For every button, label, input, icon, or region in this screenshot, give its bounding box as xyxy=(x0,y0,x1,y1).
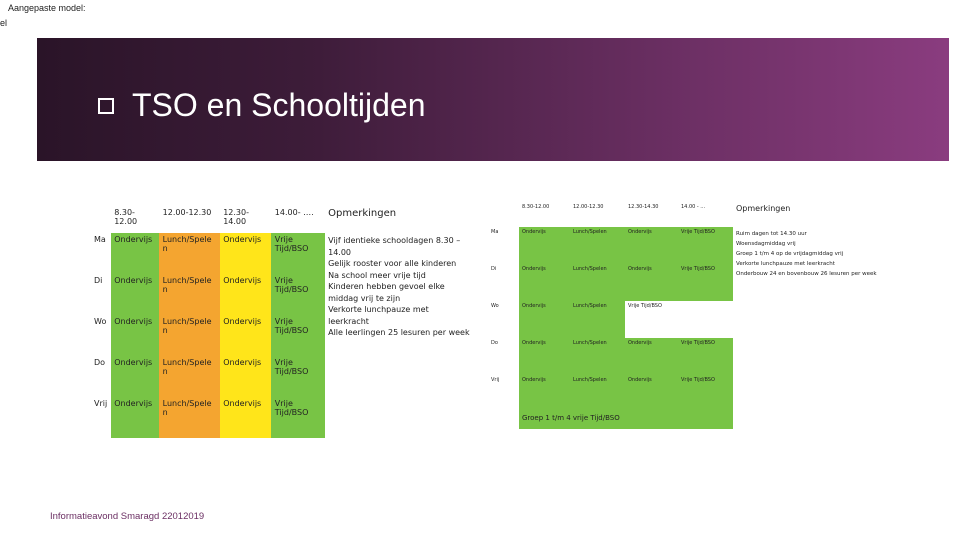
day-cell: Di xyxy=(491,266,497,272)
remark-line: Ruim dagen tot 14.30 uur xyxy=(736,231,807,237)
current-schedule-table xyxy=(90,205,476,438)
lunch-cell: Lunch/Spele n xyxy=(159,274,220,315)
lunch-cell: Lunch/Spele n xyxy=(159,233,220,274)
day-cell: Ma xyxy=(94,235,106,244)
afternoon-cell: Ondervijs xyxy=(625,264,678,301)
remark-line: Groep 1 t/m 4 op de vrijdagmiddag vrij xyxy=(736,251,844,257)
afternoon-cell: Ondervijs xyxy=(625,227,678,264)
header-cell: Opmerkingen xyxy=(736,204,791,213)
footer-text: Informatieavond Smaragd 22012019 xyxy=(50,511,205,522)
morning-cell: Ondervijs xyxy=(519,301,570,338)
free-time-cell: Vrije Tijd/BSO xyxy=(271,274,324,315)
lunch-cell: Lunch/Spelen xyxy=(570,264,625,301)
afternoon-cell: Ondervijs xyxy=(220,397,272,438)
lunch-cell: Lunch/Spelen xyxy=(570,338,625,375)
free-time-cell: Vrije Tijd/BSO xyxy=(678,264,733,301)
lunch-cell: Lunch/Spelen xyxy=(570,375,625,412)
morning-cell: Ondervijs xyxy=(111,315,159,356)
morning-cell: Ondervijs xyxy=(519,264,570,301)
day-cell: Vrij xyxy=(94,399,108,408)
morning-cell: Ondervijs xyxy=(111,397,159,438)
free-time-cell: Vrije Tijd/BSO xyxy=(628,303,662,309)
free-time-cell: Vrije Tijd/BSO xyxy=(271,315,324,356)
remark-line: Verkorte lunchpauze met leerkracht xyxy=(328,305,429,326)
free-time-cell: Vrije Tijd/BSO xyxy=(271,233,324,274)
morning-cell: Ondervijs xyxy=(519,338,570,375)
free-time-cell: Vrije Tijd/BSO xyxy=(271,356,324,397)
remark-line: Vijf identieke schooldagen 8.30 – 14.00 xyxy=(328,236,461,257)
header-cell: 12.00-12.30 xyxy=(573,204,604,210)
remark-line: Woensdagmiddag vrij xyxy=(736,241,796,247)
afternoon-cell: Ondervijs xyxy=(220,233,272,274)
lunch-cell: Lunch/Spele n xyxy=(159,315,220,356)
afternoon-cell: Ondervijs xyxy=(220,356,272,397)
new-schedule-table xyxy=(487,201,931,429)
empty-cell xyxy=(488,412,519,429)
lunch-cell: Lunch/Spelen xyxy=(570,301,625,338)
afternoon-cell: Ondervijs xyxy=(220,315,272,356)
day-cell: Vrij xyxy=(491,377,500,383)
lunch-cell: Lunch/Spele n xyxy=(159,356,220,397)
morning-cell: Ondervijs xyxy=(519,375,570,412)
free-time-cell: Vrije Tijd/BSO xyxy=(271,397,324,438)
morning-cell: Ondervijs xyxy=(111,356,159,397)
remark-line: Onderbouw 24 en bovenbouw 26 lesuren per week xyxy=(736,271,877,277)
morning-cell: Ondervijs xyxy=(111,274,159,315)
header-cell: Opmerkingen xyxy=(328,208,397,219)
remarks-cell xyxy=(325,233,476,438)
day-cell: Wo xyxy=(94,317,107,326)
morning-cell: Ondervijs xyxy=(519,227,570,264)
free-time-cell: Vrije Tijd/BSO xyxy=(678,338,733,375)
header-cell: 8.30-12.00 xyxy=(522,204,550,210)
lunch-cell: Lunch/Spele n xyxy=(159,397,220,438)
header-cell: 8.30-12.00 xyxy=(114,208,138,226)
layout-note: Aangepaste model: xyxy=(8,3,86,13)
header-cell xyxy=(488,202,519,227)
group-note-cell: Groep 1 t/m 4 vrije Tijd/BSO xyxy=(519,412,733,429)
remark-line: Gelijk rooster voor alle kinderen xyxy=(328,259,457,268)
header-cell: 12.00-12.30 xyxy=(162,208,212,217)
checkbox-bullet-icon xyxy=(98,98,114,114)
remark-line: Na school meer vrije tijd xyxy=(328,270,426,280)
remark-line: Kinderen hebben gevoel elke middag vrij te zijn xyxy=(328,282,445,303)
afternoon-cell: Ondervijs xyxy=(220,274,272,315)
header-cell xyxy=(91,206,111,233)
afternoon-cell: Ondervijs xyxy=(625,375,678,412)
header-cell: 14.00- …. xyxy=(274,208,314,217)
day-cell: Di xyxy=(94,276,103,285)
day-cell: Do xyxy=(94,358,106,367)
header-cell: 12.30-14.00 xyxy=(223,208,249,226)
lunch-cell: Lunch/Spelen xyxy=(570,227,625,264)
header-cell: 14.00 - … xyxy=(681,204,706,210)
day-cell: Do xyxy=(491,340,498,346)
table-header-row xyxy=(488,202,931,227)
morning-cell: Ondervijs xyxy=(111,233,159,274)
free-time-cell: Vrije Tijd/BSO xyxy=(678,375,733,412)
edge-text: el xyxy=(0,18,8,28)
table-header-row xyxy=(91,206,476,233)
day-cell: Wo xyxy=(491,303,499,309)
remark-line: Alle leerlingen 25 lesuren per week xyxy=(328,328,470,337)
table-row xyxy=(488,227,931,264)
header-cell: 12.30-14.30 xyxy=(628,204,659,210)
remark-line: Verkorte lunchpauze met leerkracht xyxy=(736,261,835,267)
table-row xyxy=(91,233,476,274)
day-cell: Ma xyxy=(491,229,499,235)
page-title xyxy=(98,87,426,124)
free-time-cell: Vrije Tijd/BSO xyxy=(678,227,733,264)
remarks-cell xyxy=(733,227,931,429)
afternoon-cell: Ondervijs xyxy=(625,338,678,375)
title-text: TSO en Schooltijden xyxy=(132,87,426,123)
